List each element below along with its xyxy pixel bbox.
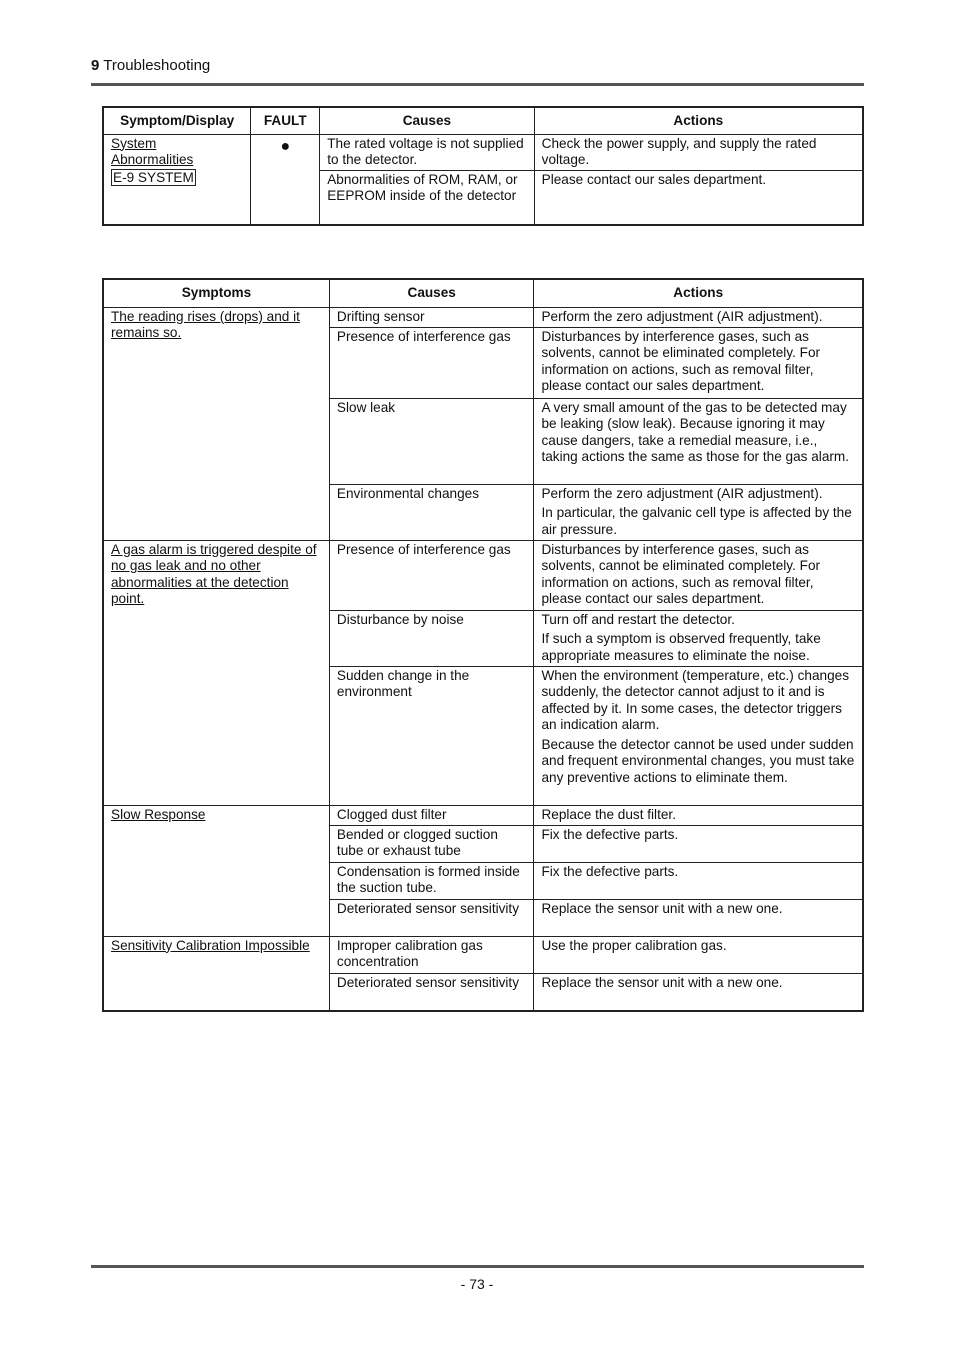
symptom-link[interactable]: Sensitivity Calibration Impossible xyxy=(111,937,310,953)
cause-cell: Slow leak xyxy=(329,398,534,484)
action-cell: Perform the zero adjustment (AIR adjustment). In particular, the galvanic cell type is affected by the air pressure. xyxy=(534,484,863,540)
cause-cell: Presence of interference gas xyxy=(329,327,534,398)
action-cell: Fix the defective parts. xyxy=(534,825,863,862)
action-cell: Disturbances by interference gases, such as solvents, cannot be eliminated completely. For information on actions, such as removal filter, please contact our sales department. xyxy=(534,327,863,398)
header-rule xyxy=(91,83,864,86)
action-cell: Perform the zero adjustment (AIR adjustment). xyxy=(534,307,863,327)
symptom-cell xyxy=(103,307,329,540)
cause-cell: Bended or clogged suction tube or exhaust tube xyxy=(329,825,534,862)
cause-cell: Deteriorated sensor sensitivity xyxy=(329,973,534,1011)
symptom-link[interactable]: A gas alarm is triggered despite of no gas leak and no other abnormalities at the detection point. xyxy=(111,541,317,606)
action-cell: Turn off and restart the detector. If such a symptom is observed frequently, take appropriate measures to eliminate the noise. xyxy=(534,610,863,666)
chapter-header xyxy=(91,57,210,74)
cause-cell: Drifting sensor xyxy=(329,307,534,327)
header-fault: FAULT xyxy=(251,107,320,134)
action-cell: Please contact our sales department. xyxy=(534,170,863,225)
cause-cell: Presence of interference gas xyxy=(329,540,534,610)
symptom-link[interactable]: Slow Response xyxy=(111,806,206,822)
header-actions: Actions xyxy=(534,279,863,307)
fault-cell xyxy=(251,134,320,225)
cause-cell: Abnormalities of ROM, RAM, or EEPROM inside of the detector xyxy=(320,170,534,225)
symptom-cell xyxy=(103,936,329,1011)
symptom-link[interactable]: The reading rises (drops) and it remains so. xyxy=(111,308,300,340)
symptom-cell xyxy=(103,540,329,805)
cause-cell: Disturbance by noise xyxy=(329,610,534,666)
cause-cell: Sudden change in the environment xyxy=(329,666,534,805)
symptom-cell xyxy=(103,805,329,936)
table-row xyxy=(103,805,863,825)
action-cell: Check the power supply, and supply the rated voltage. xyxy=(534,134,863,170)
header-causes: Causes xyxy=(329,279,534,307)
chapter-title: Troubleshooting xyxy=(103,57,211,74)
table-row xyxy=(103,540,863,610)
action-cell: Replace the sensor unit with a new one. xyxy=(534,973,863,1011)
cause-cell: The rated voltage is not supplied to the detector. xyxy=(320,134,534,170)
cause-cell: Clogged dust filter xyxy=(329,805,534,825)
cause-cell: Condensation is formed inside the suction tube. xyxy=(329,862,534,899)
action-cell: Use the proper calibration gas. xyxy=(534,936,863,973)
cause-cell: Improper calibration gas concentration xyxy=(329,936,534,973)
fault-indicator-icon: ● xyxy=(280,137,291,155)
footer-rule xyxy=(91,1265,864,1268)
symptom-link-line1[interactable]: System xyxy=(111,135,157,151)
troubleshooting-table xyxy=(102,278,864,1012)
symptom-link-line2[interactable]: Abnormalities xyxy=(111,152,194,167)
header-symptoms: Symptoms xyxy=(103,279,329,307)
action-cell: Disturbances by interference gases, such as solvents, cannot be eliminated completely. For information on actions, such as removal filter, please contact our sales department. xyxy=(534,540,863,610)
cause-cell: Environmental changes xyxy=(329,484,534,540)
action-cell: When the environment (temperature, etc.) changes suddenly, the detector cannot adjust to it and is affected by it. In some cases, the detector triggers an indication alarm. Because the detector cannot be used under sudden and frequent environmental changes, you must take any preventive actions to eliminate them. xyxy=(534,666,863,805)
chapter-number: 9 xyxy=(91,57,100,74)
header-causes: Causes xyxy=(320,107,534,134)
table-row xyxy=(103,936,863,973)
table-row xyxy=(103,134,863,170)
page-number: - 73 - xyxy=(460,1276,494,1292)
troubleshooting-header-row xyxy=(103,279,863,307)
action-cell: Replace the sensor unit with a new one. xyxy=(534,899,863,936)
action-cell: Fix the defective parts. xyxy=(534,862,863,899)
fault-table-header-row xyxy=(103,107,863,134)
cause-cell: Deteriorated sensor sensitivity xyxy=(329,899,534,936)
action-cell: A very small amount of the gas to be detected may be leaking (slow leak). Because ignoring it may cause dangers, take a remedial measure, i.e., taking actions the same as those for the gas alarm. xyxy=(534,398,863,484)
header-actions: Actions xyxy=(534,107,863,134)
header-symptom-display: Symptom/Display xyxy=(103,107,251,134)
symptom-cell xyxy=(103,134,251,225)
action-cell: Replace the dust filter. xyxy=(534,805,863,825)
table-row xyxy=(103,307,863,327)
fault-table xyxy=(102,106,864,226)
display-code: E-9 SYSTEM xyxy=(113,169,194,185)
